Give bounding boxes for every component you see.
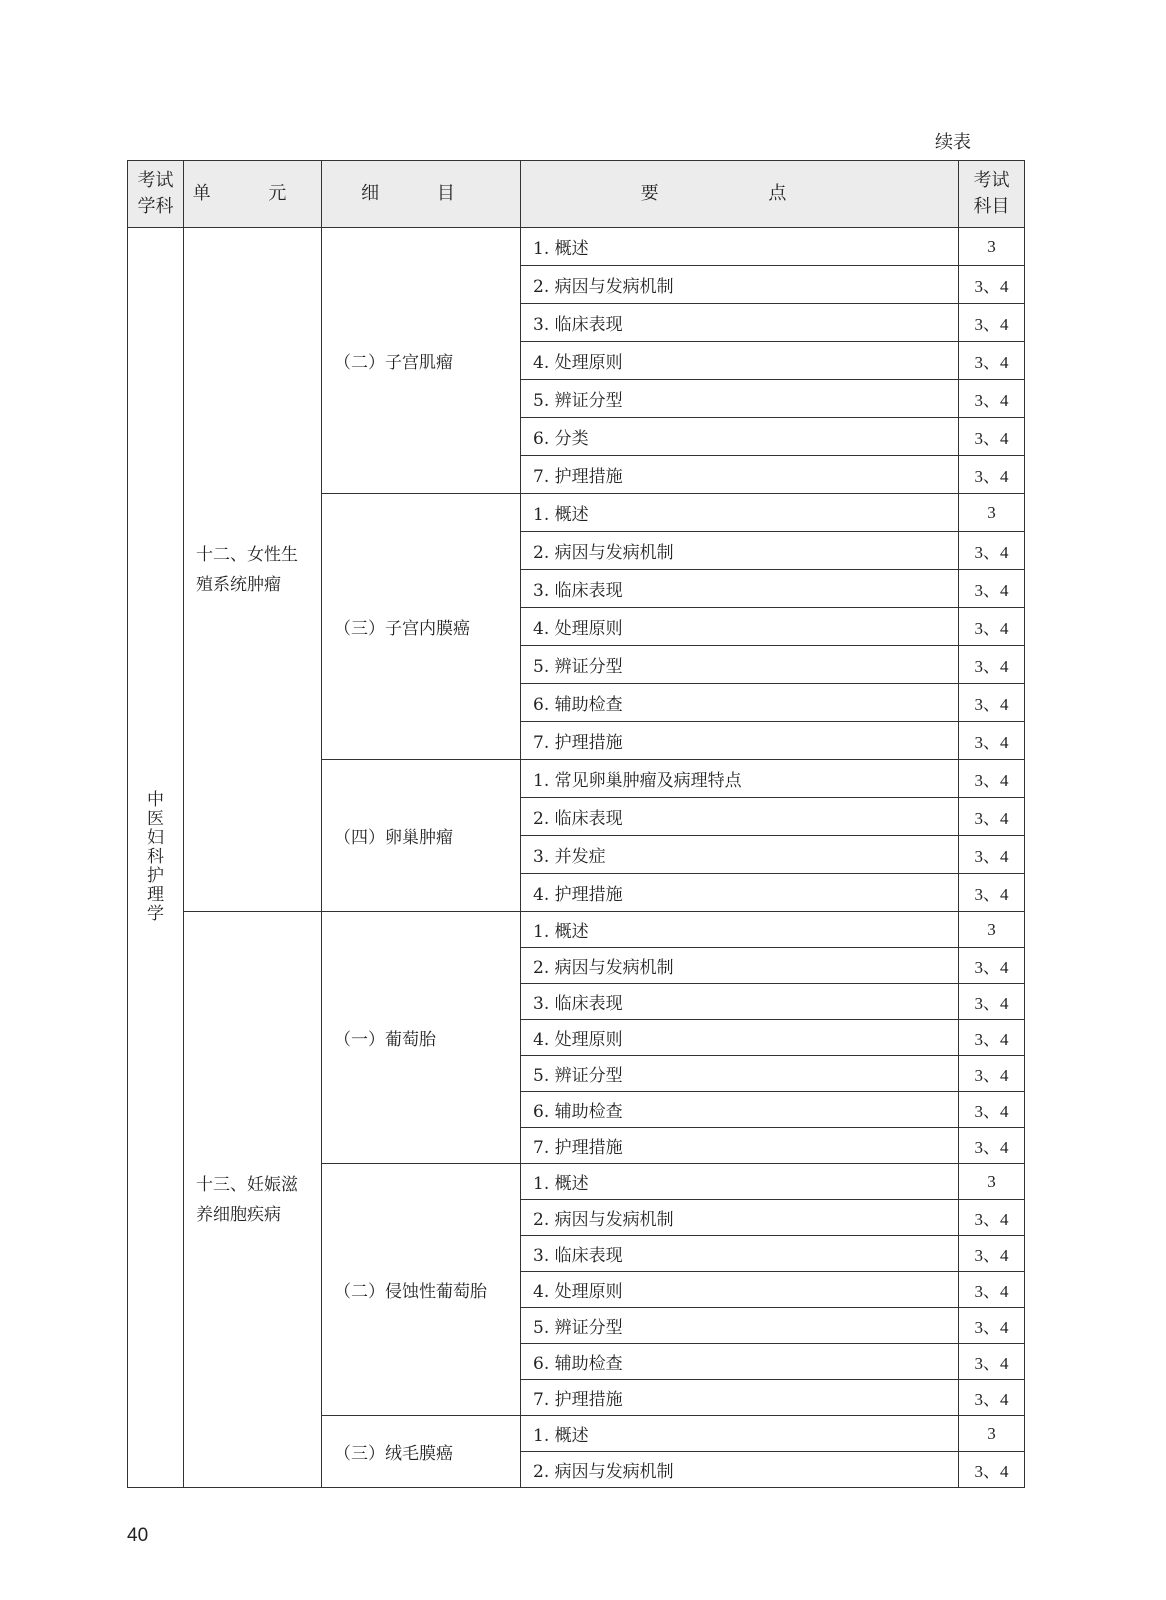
- exam-subject-cell: 3、4: [959, 722, 1025, 760]
- exam-subject-cell: 3、4: [959, 1020, 1025, 1056]
- point-cell: 2. 临床表现: [521, 798, 959, 836]
- subject-char: 妇: [147, 828, 164, 848]
- exam-subject-cell: 3、4: [959, 1092, 1025, 1128]
- exam-subject-cell: 3、4: [959, 1200, 1025, 1236]
- table-row: [128, 228, 1025, 266]
- exam-subject-cell: 3、4: [959, 874, 1025, 912]
- point-cell: 2. 病因与发病机制: [521, 532, 959, 570]
- header-subject: [128, 161, 184, 228]
- point-cell: 7. 护理措施: [521, 1380, 959, 1416]
- point-cell: 7. 护理措施: [521, 456, 959, 494]
- table-header-row: [128, 161, 1025, 228]
- point-cell: 3. 临床表现: [521, 1236, 959, 1272]
- point-cell: 5. 辨证分型: [521, 380, 959, 418]
- exam-subject-cell: 3、4: [959, 798, 1025, 836]
- header-subject-line2: 学科: [137, 196, 174, 217]
- header-points: 要 点: [521, 161, 959, 228]
- exam-subject-cell: 3、4: [959, 418, 1025, 456]
- point-cell: 5. 辨证分型: [521, 1056, 959, 1092]
- detail-cell: （三）绒毛膜癌: [322, 1416, 521, 1488]
- exam-subject-cell: 3、4: [959, 684, 1025, 722]
- subject-char: 护: [147, 866, 164, 886]
- exam-subject-cell: 3、4: [959, 1056, 1025, 1092]
- exam-subject-cell: 3、4: [959, 984, 1025, 1020]
- unit-cell: 十三、妊娠滋养细胞疾病: [184, 912, 322, 1488]
- exam-subject-cell: 3、4: [959, 1344, 1025, 1380]
- header-exam: [959, 161, 1025, 228]
- detail-cell: （二）子宫肌瘤: [322, 228, 521, 494]
- exam-subject-cell: 3、4: [959, 948, 1025, 984]
- subject-char: 医: [147, 809, 164, 829]
- point-cell: 4. 处理原则: [521, 608, 959, 646]
- point-cell: 4. 处理原则: [521, 1020, 959, 1056]
- header-unit: 单 元: [184, 161, 322, 228]
- table-row: [128, 912, 1025, 948]
- detail-cell: （二）侵蚀性葡萄胎: [322, 1164, 521, 1416]
- header-detail: 细 目: [322, 161, 521, 228]
- exam-subject-cell: 3、4: [959, 1452, 1025, 1488]
- subject-char: 理: [147, 885, 164, 905]
- exam-subject-cell: 3、4: [959, 1308, 1025, 1344]
- detail-cell: （一）葡萄胎: [322, 912, 521, 1164]
- exam-subject-cell: 3、4: [959, 304, 1025, 342]
- point-cell: 2. 病因与发病机制: [521, 1200, 959, 1236]
- point-cell: 6. 辅助检查: [521, 1344, 959, 1380]
- point-cell: 5. 辨证分型: [521, 646, 959, 684]
- exam-subject-cell: 3、4: [959, 608, 1025, 646]
- point-cell: 6. 辅助检查: [521, 684, 959, 722]
- exam-subject-cell: 3: [959, 912, 1025, 948]
- point-cell: 1. 概述: [521, 1416, 959, 1452]
- exam-subject-cell: 3、4: [959, 532, 1025, 570]
- subject-char: 中: [147, 790, 164, 810]
- exam-subject-cell: 3、4: [959, 1128, 1025, 1164]
- subject-char: 学: [147, 904, 164, 924]
- continued-label: 续表: [935, 132, 971, 153]
- exam-subject-cell: 3: [959, 1164, 1025, 1200]
- exam-subject-cell: 3、4: [959, 836, 1025, 874]
- point-cell: 4. 处理原则: [521, 342, 959, 380]
- point-cell: 4. 处理原则: [521, 1272, 959, 1308]
- exam-subject-cell: 3: [959, 228, 1025, 266]
- exam-subject-cell: 3、4: [959, 570, 1025, 608]
- point-cell: 1. 概述: [521, 494, 959, 532]
- page-number: 40: [127, 1525, 149, 1546]
- point-cell: 6. 辅助检查: [521, 1092, 959, 1128]
- exam-subject-cell: 3: [959, 494, 1025, 532]
- subject-cell: [128, 228, 184, 1488]
- syllabus-table: [127, 160, 1025, 1488]
- point-cell: 1. 概述: [521, 228, 959, 266]
- point-cell: 2. 病因与发病机制: [521, 948, 959, 984]
- header-subject-line1: 考试: [137, 170, 174, 191]
- exam-subject-cell: 3、4: [959, 380, 1025, 418]
- point-cell: 4. 护理措施: [521, 874, 959, 912]
- exam-subject-cell: 3: [959, 1416, 1025, 1452]
- detail-cell: （三）子宫内膜癌: [322, 494, 521, 760]
- exam-subject-cell: 3、4: [959, 1236, 1025, 1272]
- unit-cell: 十二、女性生殖系统肿瘤: [184, 228, 322, 912]
- point-cell: 1. 常见卵巢肿瘤及病理特点: [521, 760, 959, 798]
- point-cell: 2. 病因与发病机制: [521, 266, 959, 304]
- exam-subject-cell: 3、4: [959, 1380, 1025, 1416]
- table-body: [128, 228, 1025, 1488]
- exam-subject-cell: 3、4: [959, 342, 1025, 380]
- header-exam-line2: 科目: [973, 196, 1010, 217]
- exam-subject-cell: 3、4: [959, 646, 1025, 684]
- header-exam-line1: 考试: [973, 170, 1010, 191]
- exam-subject-cell: 3、4: [959, 266, 1025, 304]
- point-cell: 1. 概述: [521, 912, 959, 948]
- exam-subject-cell: 3、4: [959, 760, 1025, 798]
- point-cell: 2. 病因与发病机制: [521, 1452, 959, 1488]
- point-cell: 7. 护理措施: [521, 1128, 959, 1164]
- exam-subject-cell: 3、4: [959, 1272, 1025, 1308]
- exam-subject-cell: 3、4: [959, 456, 1025, 494]
- subject-char: 科: [147, 847, 164, 867]
- point-cell: 3. 临床表现: [521, 984, 959, 1020]
- detail-cell: （四）卵巢肿瘤: [322, 760, 521, 912]
- point-cell: 5. 辨证分型: [521, 1308, 959, 1344]
- point-cell: 3. 并发症: [521, 836, 959, 874]
- point-cell: 3. 临床表现: [521, 570, 959, 608]
- point-cell: 6. 分类: [521, 418, 959, 456]
- point-cell: 1. 概述: [521, 1164, 959, 1200]
- point-cell: 7. 护理措施: [521, 722, 959, 760]
- point-cell: 3. 临床表现: [521, 304, 959, 342]
